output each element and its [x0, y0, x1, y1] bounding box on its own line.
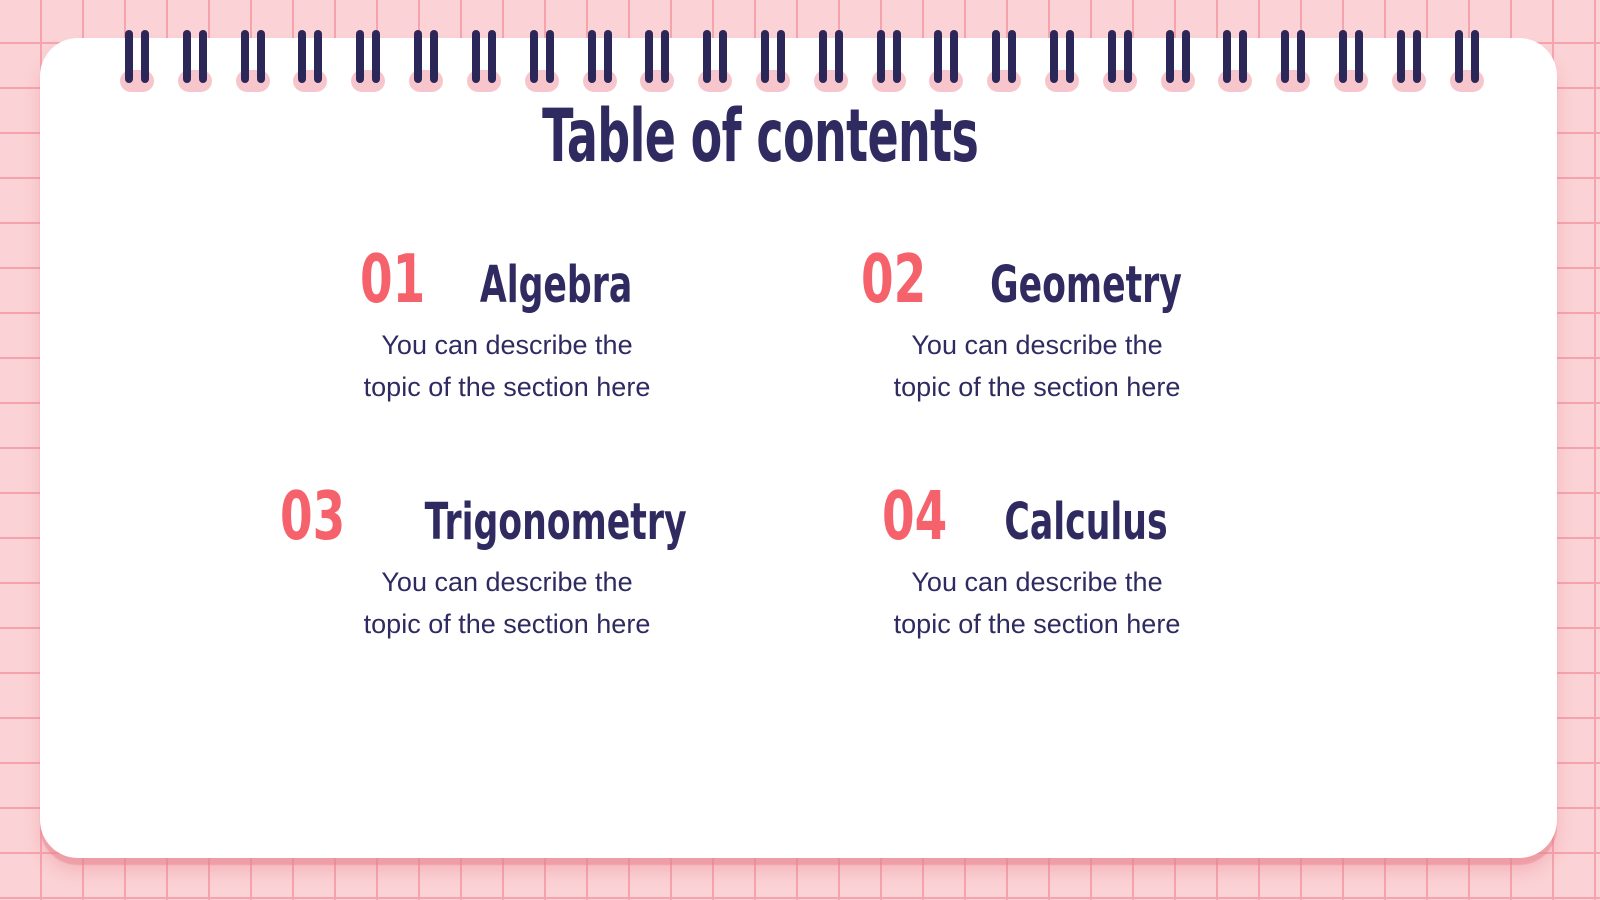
staple-wire-left	[1223, 30, 1231, 83]
staple-wire-right	[893, 30, 901, 83]
description-line: You can describe the	[911, 567, 1163, 597]
section-description	[777, 561, 1297, 645]
staple-wire-right	[488, 30, 496, 83]
staple-wire-right	[1008, 30, 1016, 83]
section-number: 02	[861, 240, 927, 318]
staple-wire-left	[819, 30, 827, 83]
staple-wire-left	[1397, 30, 1405, 83]
binding-staple-icon	[987, 30, 1021, 92]
description-line: You can describe the	[381, 330, 633, 360]
staple-wire-right	[1239, 30, 1247, 83]
staple-wire-left	[530, 30, 538, 83]
spiral-binding	[120, 30, 1484, 92]
description-line: You can describe the	[911, 330, 1163, 360]
description-line: topic of the section here	[363, 372, 651, 402]
staple-wire-left	[1108, 30, 1116, 83]
binding-staple-icon	[293, 30, 327, 92]
staple-wire-right	[314, 30, 322, 83]
binding-staple-icon	[756, 30, 790, 92]
staple-wire-left	[1166, 30, 1174, 83]
toc-section	[247, 471, 767, 645]
staple-wire-right	[1413, 30, 1421, 83]
binding-staple-icon	[1276, 30, 1310, 92]
binding-staple-icon	[1450, 30, 1484, 92]
description-line: You can describe the	[381, 567, 633, 597]
staple-wire-left	[298, 30, 306, 83]
staple-wire-right	[372, 30, 380, 83]
staple-wire-right	[661, 30, 669, 83]
binding-staple-icon	[1392, 30, 1426, 92]
binding-staple-icon	[1161, 30, 1195, 92]
toc-sections	[247, 234, 1297, 645]
section-description	[247, 561, 767, 645]
section-title: Geometry	[989, 256, 1182, 315]
toc-section	[777, 471, 1297, 645]
staple-wire-right	[1182, 30, 1190, 83]
description-line: topic of the section here	[893, 372, 1181, 402]
binding-staple-icon	[872, 30, 906, 92]
staple-wire-left	[183, 30, 191, 83]
staple-wire-right	[141, 30, 149, 83]
staple-wire-left	[645, 30, 653, 83]
binding-staple-icon	[1103, 30, 1137, 92]
binding-staple-icon	[583, 30, 617, 92]
staple-wire-right	[777, 30, 785, 83]
binding-staple-icon	[236, 30, 270, 92]
description-line: topic of the section here	[363, 609, 651, 639]
staple-wire-left	[472, 30, 480, 83]
staple-wire-right	[1297, 30, 1305, 83]
binding-staple-icon	[1334, 30, 1368, 92]
title-area	[40, 94, 1481, 179]
toc-section	[777, 234, 1297, 408]
section-title: Calculus	[1004, 493, 1168, 552]
staple-wire-right	[950, 30, 958, 83]
staple-wire-left	[356, 30, 364, 83]
binding-staple-icon	[640, 30, 674, 92]
staple-wire-left	[703, 30, 711, 83]
notebook-page	[40, 38, 1557, 858]
toc-section	[247, 234, 767, 408]
section-title: Algebra	[479, 256, 633, 315]
staple-wire-left	[992, 30, 1000, 83]
staple-wire-right	[604, 30, 612, 83]
staple-wire-left	[1050, 30, 1058, 83]
staple-wire-right	[1471, 30, 1479, 83]
staple-wire-left	[125, 30, 133, 83]
section-number: 03	[279, 477, 345, 555]
staple-wire-left	[934, 30, 942, 83]
description-line: topic of the section here	[893, 609, 1181, 639]
binding-staple-icon	[467, 30, 501, 92]
staple-wire-left	[241, 30, 249, 83]
staple-wire-right	[1066, 30, 1074, 83]
section-description	[247, 324, 767, 408]
section-number: 04	[882, 477, 948, 555]
slide-title: Table of contents	[542, 94, 979, 179]
staple-wire-right	[719, 30, 727, 83]
staple-wire-right	[257, 30, 265, 83]
staple-wire-right	[430, 30, 438, 83]
staple-wire-left	[761, 30, 769, 83]
staple-wire-left	[877, 30, 885, 83]
staple-wire-right	[199, 30, 207, 83]
section-description	[777, 324, 1297, 408]
binding-staple-icon	[409, 30, 443, 92]
staple-wire-right	[1355, 30, 1363, 83]
staple-wire-left	[414, 30, 422, 83]
staple-wire-left	[1455, 30, 1463, 83]
staple-wire-right	[835, 30, 843, 83]
section-title: Trigonometry	[424, 493, 687, 552]
binding-staple-icon	[698, 30, 732, 92]
staple-wire-right	[1124, 30, 1132, 83]
binding-staple-icon	[1045, 30, 1079, 92]
binding-staple-icon	[351, 30, 385, 92]
staple-wire-left	[1339, 30, 1347, 83]
staple-wire-right	[546, 30, 554, 83]
section-number: 01	[360, 240, 426, 318]
staple-wire-left	[1281, 30, 1289, 83]
binding-staple-icon	[525, 30, 559, 92]
binding-staple-icon	[929, 30, 963, 92]
binding-staple-icon	[1218, 30, 1252, 92]
binding-staple-icon	[814, 30, 848, 92]
binding-staple-icon	[178, 30, 212, 92]
binding-staple-icon	[120, 30, 154, 92]
staple-wire-left	[588, 30, 596, 83]
